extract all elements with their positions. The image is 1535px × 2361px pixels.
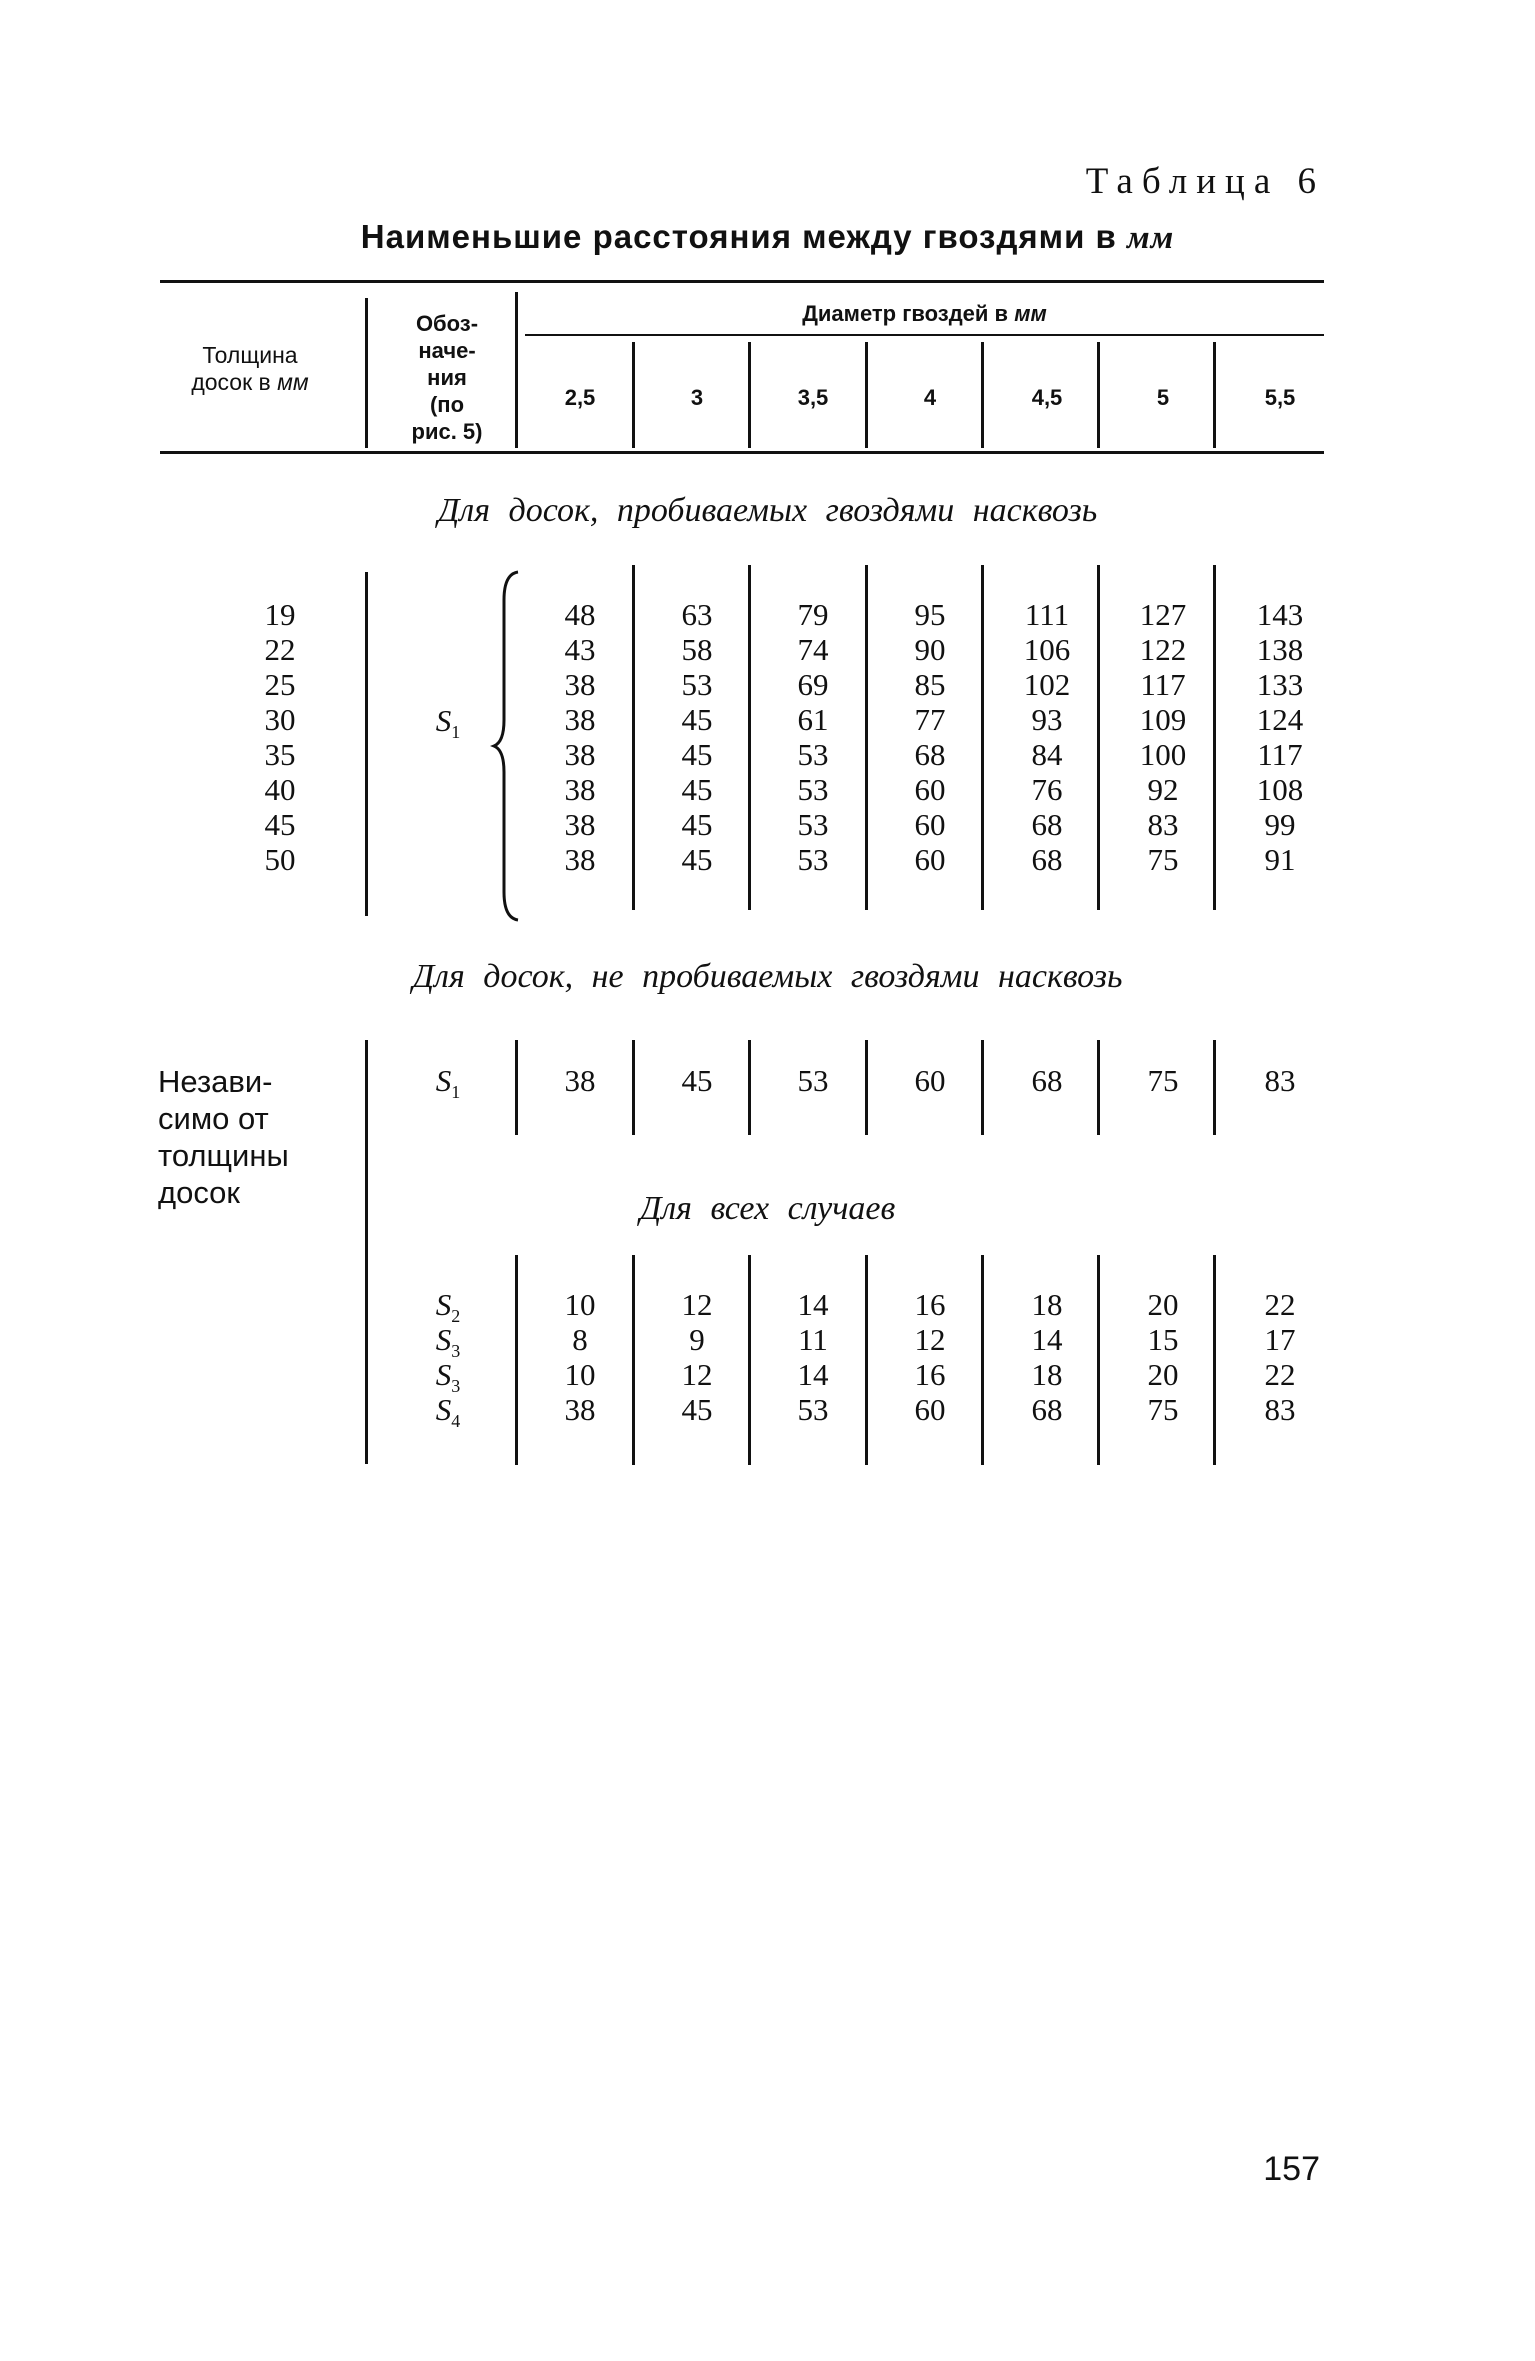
section1-symbol — [398, 703, 498, 743]
section3-symbol-sub: 4 — [451, 1411, 461, 1432]
header-diameter-value: 5,5 — [1264, 385, 1296, 410]
value-cell: 143 — [1256, 597, 1304, 632]
value-cell: 58 — [681, 632, 713, 667]
value-cell: 15 — [1147, 1322, 1179, 1357]
section1-brace — [490, 570, 526, 922]
section3-symbol-sub: 2 — [451, 1306, 461, 1327]
value-cell: 20 — [1147, 1287, 1179, 1322]
value-cell: 95 — [914, 597, 946, 632]
value-cell: 9 — [689, 1322, 705, 1357]
header-diameter-value: 4,5 — [1031, 385, 1063, 410]
section3-symbol — [398, 1392, 498, 1432]
section3-symbol-sub: 3 — [451, 1376, 461, 1397]
header-diameter-value: 3,5 — [797, 385, 829, 410]
value-cell: 12 — [681, 1287, 713, 1322]
value-cell: 45 — [681, 737, 713, 772]
value-cell: 68 — [1031, 1392, 1063, 1427]
table-title-unit: мм — [1126, 220, 1175, 256]
header-rule — [981, 342, 984, 448]
section3-title: Для всех случаев — [639, 1190, 896, 1227]
value-cell: 117 — [1140, 667, 1186, 702]
column-rule — [365, 1040, 368, 1464]
header-diameter — [525, 300, 1324, 327]
value-cell: 22 — [1264, 1287, 1296, 1322]
header-rule — [748, 342, 751, 448]
value-cell: 38 — [564, 772, 596, 807]
value-cell: 75 — [1147, 842, 1179, 877]
value-cell: 133 — [1256, 667, 1304, 702]
section3-symbol-letter: S — [435, 1392, 452, 1427]
value-cell: 60 — [914, 1063, 946, 1098]
value-cell: 38 — [564, 842, 596, 877]
header-thickness-line1: Толщина — [202, 342, 298, 368]
header-rule — [632, 342, 635, 448]
value-cell: 91 — [1264, 842, 1296, 877]
thickness-cell: 40 — [264, 772, 296, 807]
section1-symbol-sub: 1 — [451, 722, 461, 743]
value-cell: 84 — [1031, 737, 1063, 772]
value-cell: 45 — [681, 807, 713, 842]
value-cell: 10 — [564, 1287, 596, 1322]
value-cell: 76 — [1031, 772, 1063, 807]
independent-label-line: досок — [158, 1175, 240, 1210]
value-cell: 10 — [564, 1357, 596, 1392]
header-diameter-value: 2,5 — [564, 385, 596, 410]
value-cell: 53 — [681, 667, 713, 702]
value-cell: 38 — [564, 702, 596, 737]
value-cell: 38 — [564, 667, 596, 702]
section1-title: Для досок, пробиваемых гвоздями насквозь — [437, 492, 1098, 529]
value-cell: 18 — [1031, 1357, 1063, 1392]
value-cell: 60 — [914, 842, 946, 877]
table-title — [0, 218, 1535, 257]
value-cell: 99 — [1264, 807, 1296, 842]
value-cell: 53 — [797, 772, 829, 807]
value-cell: 68 — [914, 737, 946, 772]
value-cell: 111 — [1024, 597, 1070, 632]
value-cell: 45 — [681, 702, 713, 737]
value-cell: 53 — [797, 737, 829, 772]
value-cell: 18 — [1031, 1287, 1063, 1322]
value-cell: 14 — [797, 1357, 829, 1392]
header-designation-line: Обоз- — [415, 311, 479, 336]
header-rule — [1097, 342, 1100, 448]
value-cell: 102 — [1023, 667, 1071, 702]
header-rule — [1213, 342, 1216, 448]
value-cell: 38 — [564, 1063, 596, 1098]
header-diameter-value: 3 — [690, 385, 704, 410]
independent-label — [158, 1063, 289, 1211]
header-designation-line: рис. 5) — [411, 419, 483, 444]
value-cell: 69 — [797, 667, 829, 702]
table-title-text: Наименьшие расстояния между гвоздями в — [360, 218, 1117, 255]
header-rule — [515, 292, 518, 448]
value-cell: 138 — [1256, 632, 1304, 667]
value-cell: 108 — [1256, 772, 1304, 807]
thickness-cell: 35 — [264, 737, 296, 772]
value-cell: 45 — [681, 842, 713, 877]
value-cell: 16 — [914, 1357, 946, 1392]
value-cell: 17 — [1264, 1322, 1296, 1357]
header-thickness — [150, 342, 350, 396]
value-cell: 124 — [1256, 702, 1304, 737]
value-cell: 53 — [797, 807, 829, 842]
value-cell: 38 — [564, 807, 596, 842]
thickness-cell: 25 — [264, 667, 296, 702]
value-cell: 20 — [1147, 1357, 1179, 1392]
value-cell: 12 — [681, 1357, 713, 1392]
value-cell: 60 — [914, 1392, 946, 1427]
header-rule — [865, 342, 868, 448]
value-cell: 122 — [1139, 632, 1187, 667]
thickness-cell: 30 — [264, 702, 296, 737]
value-cell: 14 — [797, 1287, 829, 1322]
thickness-cell: 22 — [264, 632, 296, 667]
header-designation — [372, 310, 522, 445]
value-cell: 68 — [1031, 842, 1063, 877]
value-cell: 83 — [1147, 807, 1179, 842]
section3-symbol-letter: S — [435, 1322, 452, 1357]
section1-symbol-letter: S — [435, 703, 452, 738]
value-cell: 43 — [564, 632, 596, 667]
value-cell: 16 — [914, 1287, 946, 1322]
section3-symbol-sub: 3 — [451, 1341, 461, 1362]
value-cell: 75 — [1147, 1392, 1179, 1427]
column-rule — [515, 1040, 518, 1135]
value-cell: 83 — [1264, 1063, 1296, 1098]
independent-label-line: Незави- — [158, 1064, 273, 1099]
thickness-cell: 50 — [264, 842, 296, 877]
section2-title: Для досок, не пробиваемых гвоздями насквозь — [412, 958, 1123, 995]
value-cell: 79 — [797, 597, 829, 632]
section2-symbol-sub: 1 — [451, 1082, 461, 1103]
value-cell: 63 — [681, 597, 713, 632]
header-bottom-rule — [160, 451, 1324, 454]
value-cell: 90 — [914, 632, 946, 667]
header-designation-line: (по — [429, 392, 465, 417]
value-cell: 38 — [564, 737, 596, 772]
diameter-underline — [525, 334, 1324, 336]
value-cell: 14 — [1031, 1322, 1063, 1357]
value-cell: 38 — [564, 1392, 596, 1427]
value-cell: 68 — [1031, 1063, 1063, 1098]
independent-label-line: симо от — [158, 1101, 269, 1136]
header-top-rule — [160, 280, 1324, 283]
value-cell: 60 — [914, 807, 946, 842]
section3-symbol-letter: S — [435, 1357, 452, 1392]
value-cell: 100 — [1139, 737, 1187, 772]
header-diameter-label: Диаметр гвоздей в — [802, 301, 1009, 326]
header-designation-line: наче- — [418, 338, 476, 363]
header-diameter-value: 4 — [923, 385, 937, 410]
header-thickness-line2-text: досок в — [191, 369, 271, 395]
section2-symbol-letter: S — [435, 1063, 452, 1098]
header-rule — [365, 298, 368, 448]
value-cell: 8 — [572, 1322, 588, 1357]
table-label: Таблица 6 — [1085, 161, 1325, 202]
value-cell: 61 — [797, 702, 829, 737]
value-cell: 117 — [1257, 737, 1303, 772]
value-cell: 83 — [1264, 1392, 1296, 1427]
value-cell: 85 — [914, 667, 946, 702]
value-cell: 48 — [564, 597, 596, 632]
column-rule — [515, 1255, 518, 1465]
value-cell: 68 — [1031, 807, 1063, 842]
column-rule — [365, 572, 368, 916]
value-cell: 77 — [914, 702, 946, 737]
header-thickness-line2 — [150, 369, 350, 396]
value-cell: 60 — [914, 772, 946, 807]
independent-label-line: толщины — [158, 1138, 289, 1173]
value-cell: 53 — [797, 842, 829, 877]
header-designation-line: ния — [427, 365, 467, 390]
value-cell: 12 — [914, 1322, 946, 1357]
section2-symbol — [398, 1063, 498, 1103]
value-cell: 22 — [1264, 1357, 1296, 1392]
value-cell: 53 — [797, 1063, 829, 1098]
header-diameter-unit: мм — [1014, 301, 1047, 326]
section3-symbol-letter: S — [435, 1287, 452, 1322]
value-cell: 11 — [798, 1322, 828, 1357]
thickness-cell: 45 — [264, 807, 296, 842]
header-diameter-value: 5 — [1156, 385, 1170, 410]
value-cell: 53 — [797, 1392, 829, 1427]
page-number: 157 — [1263, 2150, 1320, 2188]
value-cell: 127 — [1139, 597, 1187, 632]
header-thickness-unit: мм — [277, 369, 309, 395]
value-cell: 93 — [1031, 702, 1063, 737]
value-cell: 45 — [681, 1063, 713, 1098]
thickness-cell: 19 — [264, 597, 296, 632]
value-cell: 74 — [797, 632, 829, 667]
value-cell: 106 — [1023, 632, 1071, 667]
value-cell: 92 — [1147, 772, 1179, 807]
value-cell: 45 — [681, 772, 713, 807]
value-cell: 109 — [1139, 702, 1187, 737]
value-cell: 45 — [681, 1392, 713, 1427]
value-cell: 75 — [1147, 1063, 1179, 1098]
